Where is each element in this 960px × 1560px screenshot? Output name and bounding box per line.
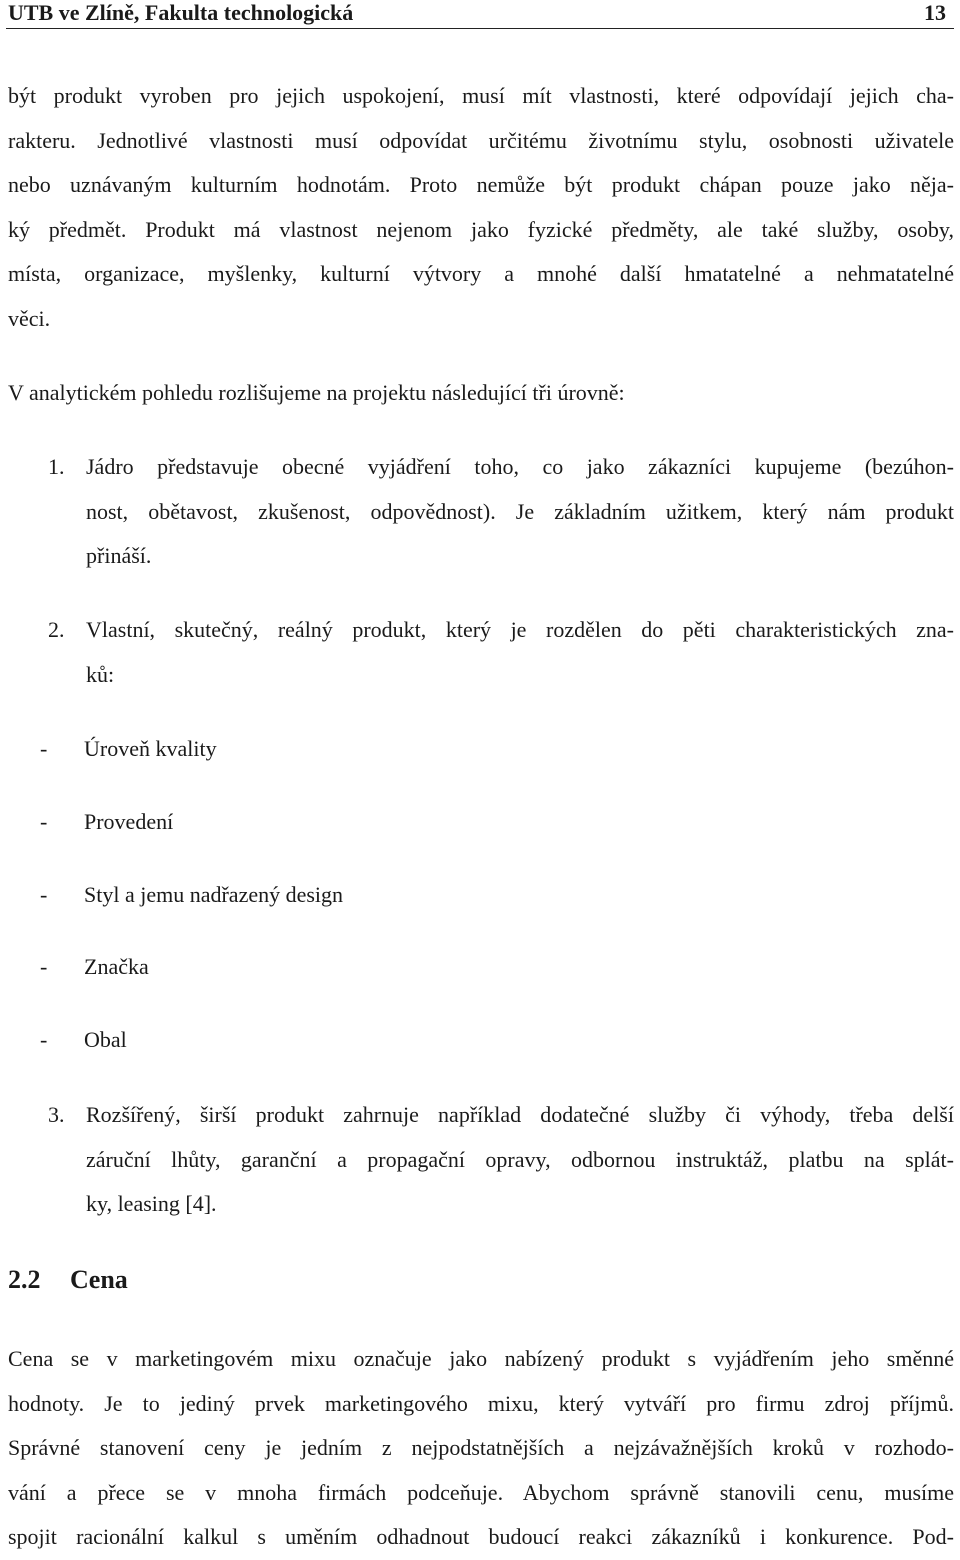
text-line: Jádro představuje obecné vyjádření toho, co jako zákazníci kupujeme (bezúhon-: [86, 454, 954, 479]
list-dash: -: [40, 882, 48, 907]
characteristic-item: Značka: [84, 954, 149, 979]
text-line: Rozšířený, širší produkt zahrnuje například dodatečné služby či výhody, třeba delší: [86, 1102, 954, 1127]
text-line: místa, organizace, myšlenky, kulturní výtvory a mnohé další hmatatelné a nehmatatelné: [8, 261, 954, 286]
section-title: Cena: [70, 1265, 128, 1294]
paragraph-intro: [8, 74, 954, 341]
list-number: 2.: [48, 617, 65, 642]
text-line: Vlastní, skutečný, reálný produkt, který je rozdělen do pěti charakteristických zna-: [86, 617, 954, 642]
text-line: vání a přece se v mnoha firmách podceňuje. Abychom správně stanovili cenu, musíme: [8, 1479, 954, 1505]
paragraph-price: [8, 1337, 954, 1560]
text-line: ků:: [86, 661, 115, 687]
list-number: 3.: [48, 1102, 65, 1127]
text-line: spojit racionální kalkul s uměním odhadnout budoucí reakci zákazníků i konkurence. Pod-: [8, 1524, 954, 1549]
text-line: Správné stanovení ceny je jedním z nejpodstatnějších a nejzávažnějších kroků v rozhodo-: [8, 1435, 954, 1460]
text-line: nost, obětavost, zkušenost, odpovědnost). Je základním užitkem, který nám produkt: [86, 498, 954, 524]
page-header: [6, 0, 954, 29]
list-dash: -: [40, 954, 48, 979]
page-number: 13: [924, 0, 946, 25]
text-line: být produkt vyroben pro jejich uspokojení, musí mít vlastnosti, které odpovídají jejich cha-: [8, 83, 954, 108]
list-dash: -: [40, 736, 48, 761]
text-line: přináší.: [86, 543, 152, 568]
list-item-core: [86, 445, 954, 579]
characteristic-item: Provedení: [84, 809, 174, 834]
header-title: UTB ve Zlíně, Fakulta technologická: [8, 0, 354, 25]
text-line: Cena se v marketingovém mixu označuje jako nabízený produkt s vyjádřením jeho směnné: [8, 1346, 954, 1371]
list-dash: -: [40, 809, 48, 834]
text-line: věci.: [8, 305, 51, 331]
list-item-augmented: [86, 1093, 954, 1227]
text-line: záruční lhůty, garanční a propagační opravy, odbornou instruktáž, platbu na splát-: [86, 1146, 954, 1172]
text-line: rakteru. Jednotlivé vlastnosti musí odpovídat určitému životnímu stylu, osobnosti uživatele: [8, 127, 954, 153]
text-line: hodnoty. Je to jediný prvek marketingového mixu, který vytváří pro firmu zdroj příjmů.: [8, 1390, 954, 1416]
text-line: V analytickém pohledu rozlišujeme na projektu následující tři úrovně:: [8, 380, 625, 405]
list-number: 1.: [48, 454, 65, 479]
list-dash: -: [40, 1027, 48, 1052]
characteristic-item: Úroveň kvality: [84, 736, 217, 761]
characteristic-item: Obal: [84, 1027, 127, 1052]
section-heading: [8, 1265, 128, 1295]
characteristic-item: Styl a jemu nadřazený design: [84, 882, 344, 907]
text-line: ký předmět. Produkt má vlastnost nejenom jako fyzické předměty, ale také služby, osoby,: [8, 216, 954, 242]
section-number: 2.2: [8, 1265, 41, 1294]
text-line: nebo uznávaným kulturním hodnotám. Proto nemůže být produkt chápan pouze jako něja-: [8, 172, 954, 197]
list-item-actual: [86, 608, 954, 697]
text-line: ky, leasing [4].: [86, 1191, 217, 1216]
paragraph-levels-intro: [8, 371, 954, 416]
